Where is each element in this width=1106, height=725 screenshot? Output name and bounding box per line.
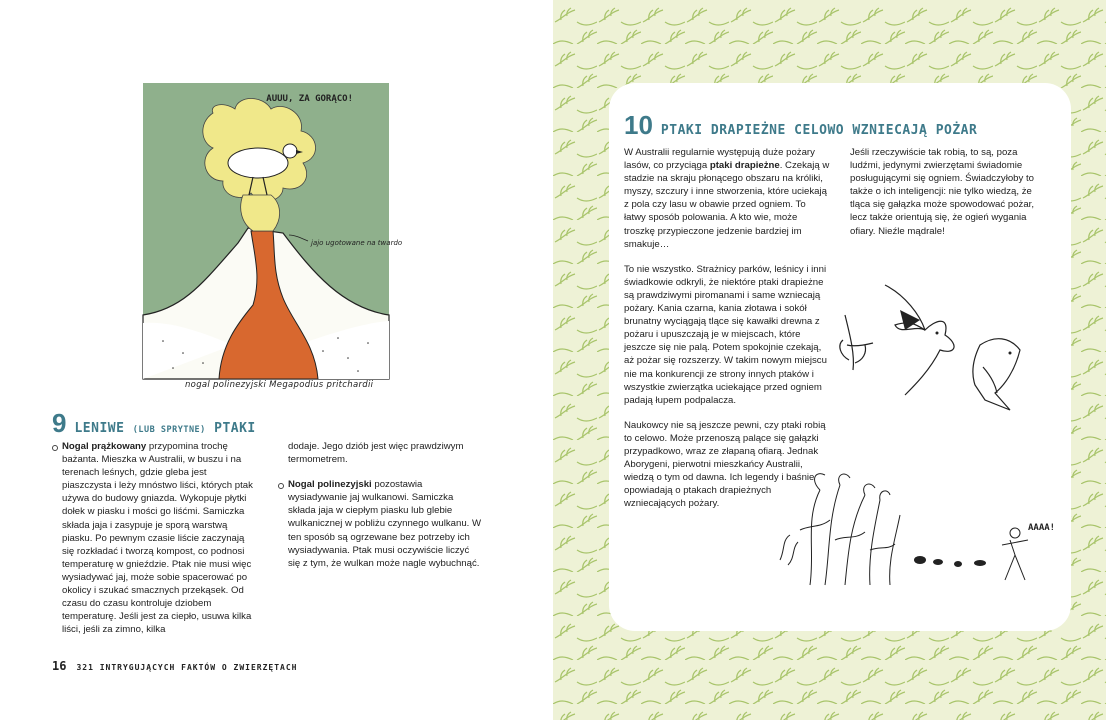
paragraph-continuation: dodaje. Jego dziób jest więc prawdziwym termometrem. xyxy=(288,441,464,466)
left-column-1 xyxy=(62,440,257,648)
speech-bubble-text: AUUU, ZA GORĄCO! xyxy=(266,94,353,104)
paragraph-nogal-prazkowany: Nogal prążkowany przypomina trochę bażanta. Mieszka w Australii, w buszu i na terenach leśnych, gdzie gleba jest piaszczysta i leży mnóstwo liści, których ptak używa do budowy gniazda. Wykopuje płytki dołek w piasku i mości go liśćmi. Samiczka składa jaja i zasypuje je sporą warstwą piasku. Po pewnym czasie liście zaczynają się rozkładać i tworzą kompost, co podnosi temperaturę w gnieździe. Ptak nie musi więc wysiadywać jaj, może sobie spacerować po okolicy i szukać smacznych przekąsek. Od czasu do czasu kontroluje dziobem temperaturę. Jeśli jest za ciepło, usuwa kilka liści, jeśli za zimno, kilka xyxy=(62,440,257,636)
egg-note: jajo ugotowane na twardo xyxy=(311,239,403,247)
illustration-caption: nogal polinezyjski Megapodius pritchardii xyxy=(185,380,374,390)
section-number: 9 xyxy=(52,408,67,438)
section-title: PTAKI DRAPIEŻNE CELOWO WZNIECAJĄ POŻAR xyxy=(660,123,978,138)
left-column-2 xyxy=(288,440,483,582)
paragraph-conclusion: Jeśli rzeczywiście tak robią, to są, poza ludźmi, jedynymi zwierzętami świadomie posługującymi się ogniem. Świadczyłoby to także o ich inteligencji: nie tylko wiedzą, że tląca się gałązka może spowodować pożar, lecz także orientują się, że ogień wygania ofiary. Nieźle mądrale! xyxy=(850,147,1034,237)
paragraph-nogal-polinezyjski: Nogal polinezyjski pozostawia wysiadywanie jaj wulkanowi. Samiczka składa jaja w ciepłym piasku lub glebie wulkanicznej w pobliżu czynnego wulkanu. W ten sposób są ogrzewane bez potrzeby ich wysiadywania. Ptak musi oczywiście liczyć się z tym, że wulkan może nagle wybuchnąć. xyxy=(288,479,482,569)
book-title: 321 INTRYGUJĄCYCH FAKTÓW O ZWIERZĘTACH xyxy=(76,663,298,672)
section-10-heading xyxy=(624,112,977,138)
section-title: LENIWE (LUB SPRYTNE) PTAKI xyxy=(74,421,256,436)
raptors-illustration xyxy=(825,275,1035,425)
left-page xyxy=(0,0,553,720)
bushfire-illustration xyxy=(770,470,1060,600)
paragraph-intro: W Australii regularnie występują duże pożary lasów, co przyciąga ptaki drapieżne. Czekają w stadzie na skraju płonącego obszaru na króliki, myszy, szczury i inne stworzenia, które uciekają z pola czy lasu w obawie przed ogniem. To łatwy sposób polowania. A kto wie, może troszkę przypieczone jedzenie bardziej im smakuje… xyxy=(624,147,830,250)
paragraph-pyromaniacs: To nie wszystko. Strażnicy parków, leśnicy i inni świadkowie odkryli, że niektóre ptaki drapieżne są prawdziwymi piromanami i same wzniecają pożary. Kania czarna, kania złotawa i sokół brunatny wyciągają tlące się kawałki drewna z pożaru i upuszczają je w miejscach, które jeszcze się nie palą. Potem spokojnie czekają, aż pożar się rozszerzy. W takim nowym miejscu nie ma konkurencji ze strony innych ptaków i wszystkie zwierzątka uciekające przed ogniem padają łupem podpalacza. xyxy=(624,263,827,406)
volcano-illustration xyxy=(143,83,403,379)
section-number: 10 xyxy=(624,110,653,140)
shout-text: AAAA! xyxy=(1028,523,1056,533)
paragraph-scientists: Naukowcy nie są jeszcze pewni, czy ptaki robią to celowo. Może przenoszą palące się gałązki przypadkowo, wraz ze złapaną ofiarą. Jednak Aborygeni, pierwotni mieszkańcy Australii, wiedzą o tym od dawna. Ich legendy i baśnie opowiadają o ptakach drapieżnych wzniecających pożary. xyxy=(624,419,826,510)
right-column-1 xyxy=(624,146,830,522)
page-footer xyxy=(52,659,297,673)
section-9-heading xyxy=(52,410,256,436)
right-column-2 xyxy=(850,146,1050,250)
page-number: 16 xyxy=(52,659,67,673)
